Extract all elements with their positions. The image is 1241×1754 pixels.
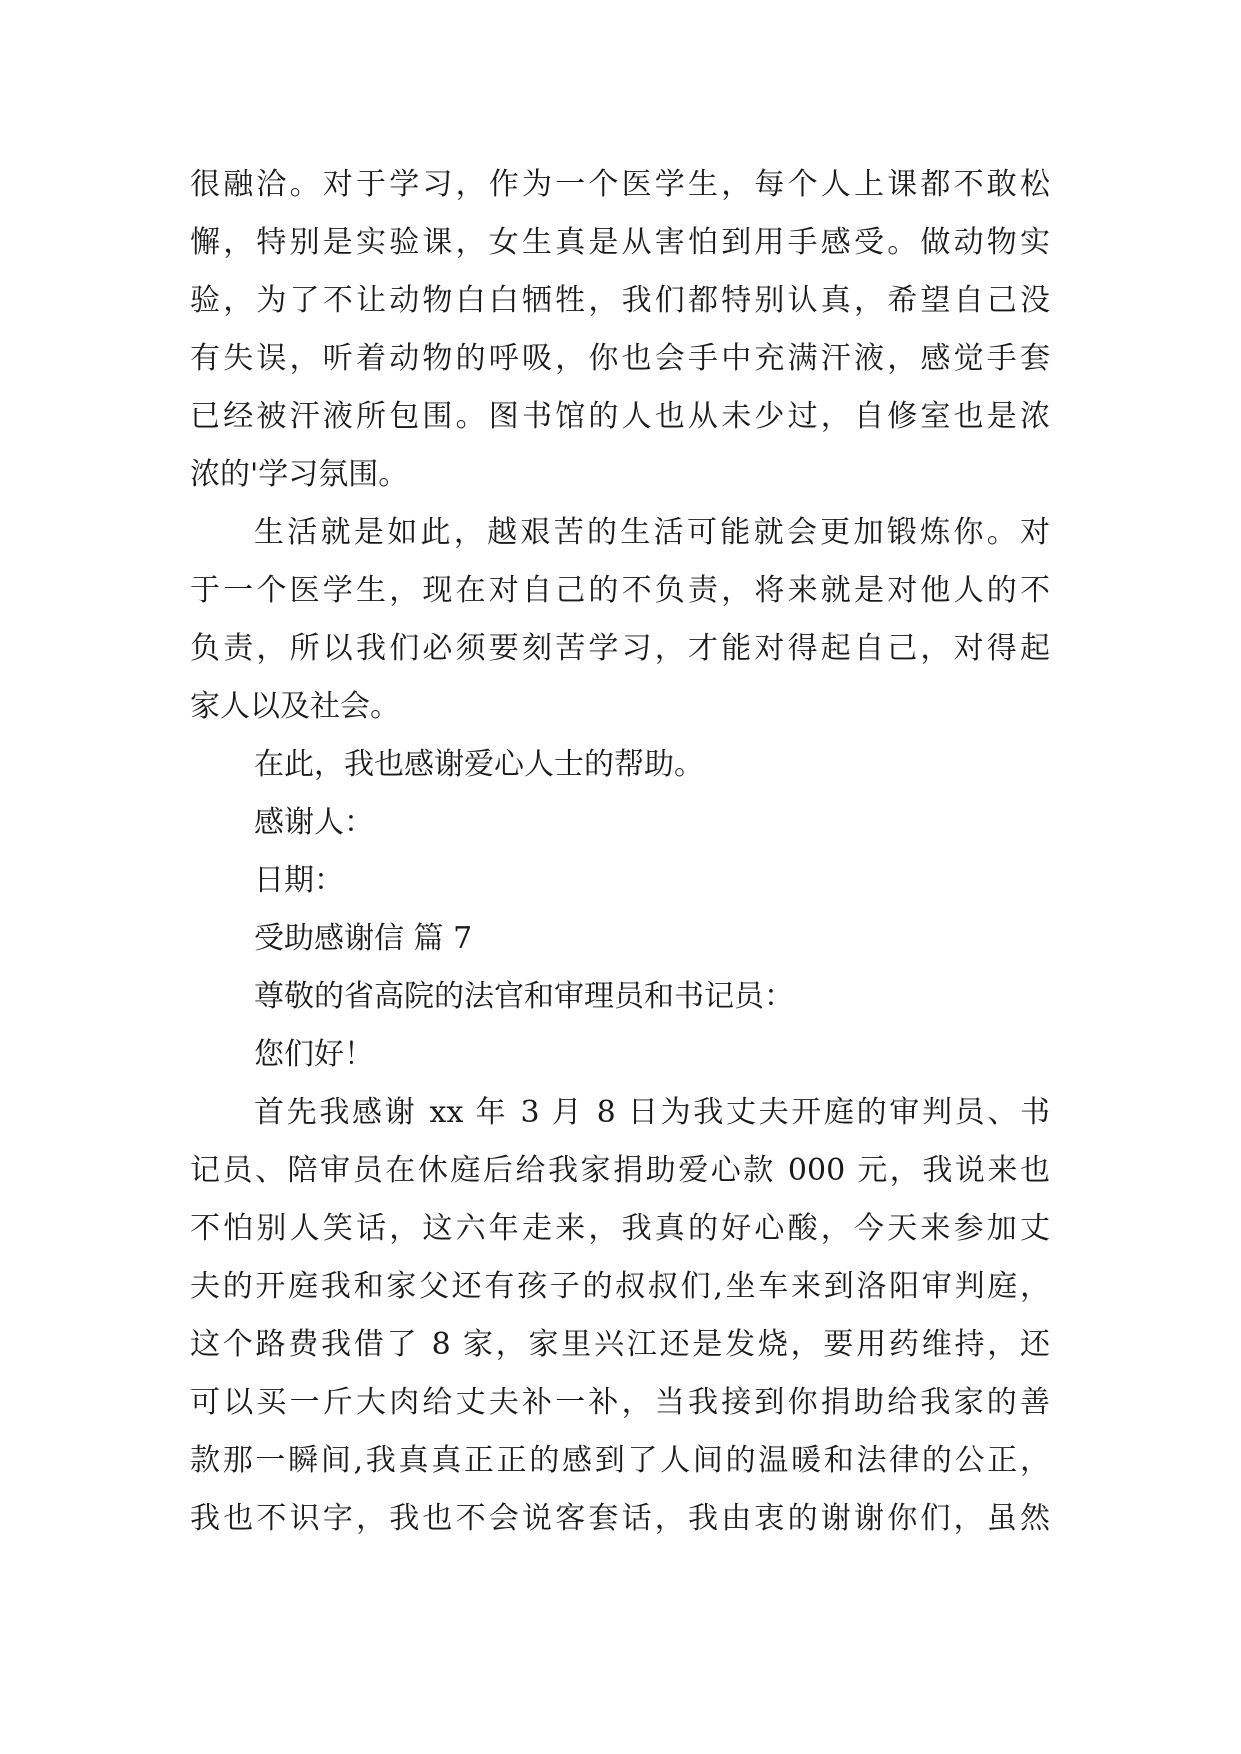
- greeting: 您们好！: [254, 1037, 374, 1072]
- text-line: 验，为了不让动物白白牺牲，我们都特别认真，希望自己没: [190, 283, 1050, 318]
- paragraph-first-line: 首先我感谢 xx 年 3 月 8 日为我丈夫开庭的审判员、书: [254, 1095, 1050, 1130]
- section-heading: 受助感谢信 篇 7: [254, 921, 473, 956]
- text-line: 于一个医学生，现在对自己的不负责，将来就是对他人的不: [190, 573, 1050, 608]
- text-line: 我也不识字，我也不会说客套话，我由衷的谢谢你们，虽然: [190, 1501, 1050, 1536]
- text-line: 懈，特别是实验课，女生真是从害怕到用手感受。做动物实: [190, 225, 1050, 260]
- text-line: 款那一瞬间,我真真正正的感到了人间的温暖和法律的公正，: [190, 1443, 1050, 1478]
- text-line: 不怕别人笑话，这六年走来，我真的好心酸，今天来参加丈: [190, 1211, 1050, 1246]
- signature-label: 感谢人：: [254, 805, 374, 840]
- text-line: 可以买一斤大肉给丈夫补一补，当我接到你捐助给我家的善: [190, 1385, 1050, 1420]
- text-line: 很融洽。对于学习，作为一个医学生，每个人上课都不敢松: [190, 167, 1050, 202]
- thanks-line: 在此，我也感谢爱心人士的帮助。: [254, 747, 704, 782]
- paragraph-first-line: 生活就是如此，越艰苦的生活可能就会更加锻炼你。对: [254, 515, 1050, 550]
- text-line: 已经被汗液所包围。图书馆的人也从未少过，自修室也是浓: [190, 399, 1050, 434]
- salutation: 尊敬的省高院的法官和审理员和书记员：: [254, 979, 794, 1014]
- text-line: 家人以及社会。: [190, 689, 400, 724]
- text-line: 有失误，听着动物的呼吸，你也会手中充满汗液，感觉手套: [190, 341, 1050, 376]
- text-line: 负责，所以我们必须要刻苦学习，才能对得起自己，对得起: [190, 631, 1050, 666]
- text-line: 这个路费我借了 8 家，家里兴江还是发烧，要用药维持，还: [190, 1327, 1050, 1362]
- text-line: 夫的开庭我和家父还有孩子的叔叔们,坐车来到洛阳审判庭，: [190, 1269, 1050, 1304]
- text-line: 浓的'学习氛围。: [190, 457, 409, 492]
- date-label: 日期：: [254, 863, 344, 898]
- text-line: 记员、陪审员在休庭后给我家捐助爱心款 000 元，我说来也: [190, 1153, 1050, 1188]
